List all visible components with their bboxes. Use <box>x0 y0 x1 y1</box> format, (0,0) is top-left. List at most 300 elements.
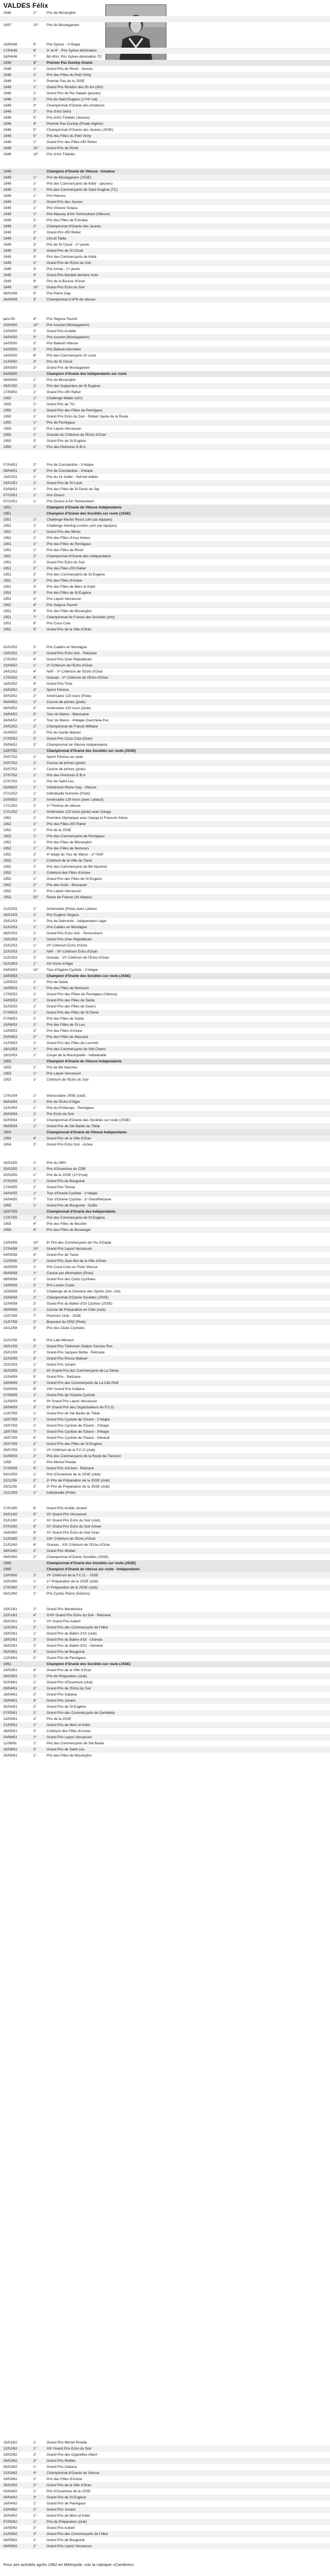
result-date: 26/03/61 <box>3 1674 17 1678</box>
result-place: 10° <box>33 1241 39 1245</box>
result-row <box>0 1065 330 1071</box>
result-row <box>0 681 330 687</box>
result-row <box>0 846 330 852</box>
result-date: 16/04/48 <box>3 43 17 47</box>
result-place: 3° <box>33 2532 37 2536</box>
result-row <box>0 1246 330 1252</box>
result-row <box>0 973 330 979</box>
result-race: Grand Prix de Tiaret <box>47 1253 79 1257</box>
result-place: 3° <box>33 597 37 601</box>
result-place: 2° <box>33 1607 37 1611</box>
result-place: 3° <box>33 255 37 259</box>
result-place: 3° <box>33 261 37 265</box>
result-date: 12/05/53 <box>3 980 17 984</box>
result-row <box>0 1093 330 1099</box>
result-race: Championnat d'Oranie de Vitesse <box>47 2471 100 2475</box>
result-row <box>0 882 330 888</box>
result-row <box>0 1203 330 1209</box>
result-place: 1° <box>33 767 37 771</box>
result-row <box>0 803 330 809</box>
result-race: Prix Cadéro en Montagne <box>47 925 87 929</box>
result-place: 1° <box>33 188 37 192</box>
result-row <box>0 72 330 78</box>
result-place: 1° <box>33 1711 37 1715</box>
result-row <box>0 1579 330 1585</box>
result-date: 1950 <box>3 445 12 449</box>
result-place: 5° <box>33 1537 37 1541</box>
result-place: 1° <box>33 176 37 180</box>
result-race: Prix de Préparation (club) <box>47 1674 87 1678</box>
result-place: 1° <box>33 2447 37 2451</box>
result-date: 12/02/62 <box>3 2447 17 2451</box>
result-row <box>0 480 330 486</box>
result-race: Prix des Filles de St Eugène <box>47 591 92 595</box>
result-date: 1960 <box>3 1561 12 1565</box>
result-place: 2° <box>33 706 37 710</box>
result-place: 3° <box>33 688 37 692</box>
result-date: 22/02/53 <box>3 950 17 954</box>
result-race: Grand Prix de Ste Barbe du Tlélat <box>47 1124 100 1128</box>
result-row <box>0 1362 330 1368</box>
result-row <box>0 1643 330 1649</box>
result-date: 10/05/53 <box>3 974 17 978</box>
result-row <box>0 1429 330 1435</box>
result-race: 1ʳᵉ Fémina de vitesse <box>47 804 81 808</box>
result-date: 1952 <box>3 877 12 881</box>
result-row <box>0 133 330 139</box>
result-race: Prix des Filles de Misserghin <box>47 1754 92 1758</box>
result-row <box>0 2525 330 2531</box>
result-row <box>0 1178 330 1184</box>
result-place: 1° <box>33 664 37 668</box>
result-race: XIᵉ Grand Prix Vercasson <box>47 1513 87 1516</box>
result-row <box>0 103 330 109</box>
result-race: Challenge de la Direction des Sports (clm, clm) <box>47 1290 121 1294</box>
result-race: Prix des Filles de Bousfer <box>47 1222 87 1226</box>
result-row <box>0 961 330 967</box>
result-place: 2° <box>33 700 37 704</box>
result-row <box>0 278 330 284</box>
result-date: 19/07/59 <box>3 1424 17 1428</box>
result-row <box>0 2488 330 2494</box>
result-place: 2° <box>33 1296 37 1300</box>
result-row <box>0 1197 330 1203</box>
result-date: 13/03/60 <box>3 1574 17 1577</box>
result-place: 3° <box>33 1381 37 1385</box>
result-row <box>0 2464 330 2470</box>
result-date: 23/04/50 <box>3 323 17 327</box>
result-row <box>0 1686 330 1692</box>
result-date: 05/03/61 <box>3 1650 17 1654</box>
result-race: 4ᵉ étape du Tour du Maroc - 1ᵉʳ NAF <box>47 853 104 857</box>
result-place: 1° <box>33 1473 37 1477</box>
result-row <box>0 359 330 365</box>
result-race: Grand Prix des Filles de Lourmel <box>47 1041 99 1045</box>
result-race: Grand Prix Achille Jonard <box>47 1506 87 1510</box>
result-race: Grand Prix de Bouguirat - Ouillis <box>47 1204 98 1208</box>
result-race: Vᵉ Critérium de l'Echo d'Oran <box>47 664 93 668</box>
result-race: Prix des Filles d'Arzew <box>47 579 83 583</box>
result-row <box>0 1337 330 1343</box>
result-place: 1° <box>33 1754 37 1758</box>
result-race: VIᵉ Critérium de la F.C.O. - JSSE <box>47 1574 99 1577</box>
result-date: 1948 <box>3 104 12 108</box>
result-row <box>0 297 330 303</box>
result-race: Prix des Commerçants de Perrégaux <box>47 834 105 838</box>
result-race: Prix des Filles d'El Rahel <box>47 822 86 826</box>
result-race: Grand Prix des Filles de Saïda <box>47 999 95 1002</box>
result-race: Première Olympique avec Ganga et Francois frères <box>47 816 128 820</box>
result-race: Grand Prix Galiana <box>47 2465 77 2469</box>
result-row <box>0 340 330 347</box>
result-date: 14/01/51 <box>3 475 17 479</box>
result-date: 29/05/50 <box>3 366 17 370</box>
result-place: 10° <box>33 146 39 150</box>
result-place: 9° <box>33 628 37 632</box>
result-place: 3° <box>33 579 37 583</box>
result-row <box>0 426 330 432</box>
result-date: 1951 <box>3 585 12 589</box>
result-date: 1951 <box>3 597 12 601</box>
result-race: Prix des Supporters de St Eugène <box>47 384 100 388</box>
result-row <box>0 1172 330 1178</box>
result-row <box>0 730 330 736</box>
result-date: 21/05/50 <box>3 360 17 364</box>
result-place: 1° <box>33 409 37 413</box>
result-race: Prix des Filles d'Arzew <box>47 1029 83 1033</box>
result-place: 2° <box>33 1454 37 1458</box>
result-place: 1° <box>33 61 37 65</box>
result-place: 4° <box>33 1253 37 1257</box>
result-row <box>0 754 330 760</box>
result-row <box>0 1111 330 1117</box>
result-place: 1° <box>33 2538 37 2542</box>
result-row <box>0 675 330 681</box>
result-place: 2° <box>33 2526 37 2530</box>
result-place: 2° <box>33 1693 37 1697</box>
result-place: 10° <box>33 968 39 972</box>
result-row <box>0 1282 330 1289</box>
result-date: 1949 <box>3 273 12 277</box>
result-race: Prix des Commerçants de Kebir <box>47 255 97 259</box>
result-place: 2° <box>33 342 37 345</box>
result-row <box>0 1518 330 1524</box>
result-row <box>0 1404 330 1411</box>
result-place: 9° <box>33 279 37 283</box>
result-row <box>0 918 330 924</box>
result-row <box>0 1160 330 1166</box>
result-race: Prix Pierre Gay <box>47 292 71 296</box>
result-race: Grand Prix du Ballon d'Or - Oranais <box>47 1638 103 1642</box>
result-date: 1948 <box>3 73 12 77</box>
result-date: 1948 <box>3 122 12 126</box>
result-race: Grand Prix - Relizane <box>47 1375 81 1379</box>
result-row <box>0 2470 330 2476</box>
result-date: 21/07/58 <box>3 1320 17 1324</box>
result-race: Grand Prix Lepori Vercasson <box>47 1247 92 1251</box>
result-race: Vélodrome Pierre Gay - Vitesse <box>47 786 97 790</box>
result-place: 2° <box>33 2483 37 2487</box>
result-race: Prix d'Aïn Tédelès (Jeunes) <box>47 116 90 120</box>
result-race: Grand Prix de Mers el Kebir <box>47 1723 90 1727</box>
result-row <box>0 809 330 815</box>
result-row <box>0 48 330 54</box>
result-race: Prix Arreia - 1ʳᵉ jeune <box>47 267 80 271</box>
result-row <box>0 943 330 949</box>
result-date: 20/03/60 <box>3 1580 17 1584</box>
result-place: 1° <box>33 962 37 966</box>
result-date: 1951 <box>3 628 12 632</box>
result-row <box>0 596 330 602</box>
result-date: 1949 <box>3 261 12 265</box>
result-row <box>0 1591 330 1597</box>
result-race: Grand Prix Jonard <box>47 2508 75 2512</box>
result-place: 1° <box>33 390 37 394</box>
result-row <box>0 797 330 803</box>
result-row <box>0 1010 330 1016</box>
result-place: 10° <box>33 23 39 27</box>
result-place: 2° <box>33 1259 37 1263</box>
result-date: 22/02/53 <box>3 956 17 960</box>
result-place: 8° <box>33 1436 37 1440</box>
result-race: Grand Prix des Mines <box>47 530 81 534</box>
result-row <box>0 1046 330 1052</box>
result-date: 14/12/58 <box>3 1326 17 1330</box>
result-race: VIᵉ Critérium Echo d'Oran <box>47 944 88 948</box>
result-row <box>0 1411 330 1417</box>
result-place: 2° <box>33 366 37 370</box>
result-row <box>0 1740 330 1747</box>
result-race: Prix de Misserghin <box>47 378 76 382</box>
result-place: 2° <box>33 2544 37 2548</box>
result-date: 24/04/55 <box>3 1198 17 1202</box>
result-row <box>0 827 330 833</box>
result-race: Critérium des Filles d'Arzew <box>47 871 90 875</box>
result-race: Prix Lepori-Vercasson <box>47 597 82 601</box>
result-race: Challenge Martini Rossi (clm par équipes) <box>47 518 113 522</box>
result-row <box>0 1099 330 1105</box>
result-race: Challenge Walter (clm) <box>47 396 83 400</box>
result-race: Grand Prix de la Ville d'Oran <box>47 1668 92 1672</box>
result-row <box>0 529 330 535</box>
result-place: 3° <box>33 2496 37 2499</box>
result-race: Prix de la JSSE <box>47 1717 72 1721</box>
result-row <box>0 1350 330 1356</box>
result-date: 14/05/50 <box>3 354 17 358</box>
result-row <box>0 572 330 578</box>
result-date: 03/06/51 <box>3 487 17 491</box>
result-date: 13/09/53 <box>3 1029 17 1033</box>
result-date: 07/06/53 <box>3 1017 17 1021</box>
result-place: 3° <box>33 1467 37 1470</box>
result-date: 19/07/59 <box>3 1418 17 1422</box>
result-place: 2° <box>33 1029 37 1033</box>
result-place: 5° <box>33 128 37 132</box>
result-place: 1° <box>33 1167 37 1171</box>
result-place: 1° <box>33 761 37 765</box>
result-date: 1950 <box>3 439 12 443</box>
result-place: 2° <box>33 348 37 352</box>
result-place: 1° <box>33 1363 37 1367</box>
result-date: 06/06/58 <box>3 1271 17 1275</box>
result-date: 24/04/50 <box>3 335 17 339</box>
result-race: Prix de Préparation (club) <box>47 2520 87 2524</box>
result-place: 3° <box>33 2459 37 2463</box>
result-date: 11/01/53 <box>3 907 17 911</box>
result-row <box>0 711 330 717</box>
result-row <box>0 553 330 559</box>
result-date: 17/09/50 <box>3 390 17 394</box>
result-place: 1° <box>33 206 37 210</box>
result-date: 28/05/61 <box>3 1729 17 1733</box>
result-row <box>0 2458 330 2464</box>
result-place: 1° <box>33 536 37 540</box>
result-row <box>0 217 330 223</box>
result-date: 1952 <box>3 889 12 893</box>
result-date: 1950 <box>3 415 12 419</box>
result-row <box>0 1536 330 1542</box>
result-date: 07/12/52 <box>3 792 17 796</box>
result-place: 1° <box>33 85 37 89</box>
result-place: 1° <box>33 2441 37 2445</box>
result-date: 1949 <box>3 182 12 186</box>
result-row <box>0 2501 330 2507</box>
result-place: 1° <box>33 1100 37 1104</box>
result-race: Grand Prix de Rivoli - Jeunes <box>47 67 93 71</box>
result-place: 2° <box>33 651 37 655</box>
result-date: 15/06/58 <box>3 1296 17 1300</box>
result-race: XIᵉ Grand Prix Echo du Soir Oran <box>47 1531 100 1535</box>
result-place: 4° <box>33 609 37 613</box>
result-race: Prix Massey d'Aïn Temouchent (Vitesse) <box>47 212 110 216</box>
result-row <box>0 420 330 426</box>
result-race: Grand Prix Jacques Bettia - Relizane <box>47 1351 105 1355</box>
result-race: Tour du Maroc - 4ᵉétape Ouezzane-Fez <box>47 719 109 722</box>
result-date: 1948 <box>3 152 12 156</box>
result-race: NAF - Vᵉ Critérium de l'Echo d'Oran <box>47 670 103 674</box>
result-row <box>0 1484 330 1490</box>
result-race: Grand Prix de St Eugène <box>47 439 87 443</box>
result-race: Prix Balestri Vitesse <box>47 342 78 345</box>
result-row <box>0 1472 330 1478</box>
result-place: 4° <box>33 273 37 277</box>
result-race: Prix des Filles de Misserghin <box>47 609 92 613</box>
result-place: 2° <box>33 1302 37 1306</box>
result-place: 2° <box>33 2508 37 2512</box>
result-race: Grand Prix des Commerçants de l'Alba <box>47 1626 108 1630</box>
result-race: Grand Prix Cycliste de l'Ouest - 1ʳᵉétape <box>47 1418 110 1422</box>
result-date: 07/05/52 <box>3 737 17 741</box>
result-race: Grand Prix Echo Soir - Arzew <box>47 1143 93 1147</box>
result-date: 27/07/52 <box>3 780 17 783</box>
result-date: 26/02/62 <box>3 2459 17 2463</box>
result-race: Prix des Filles d'Assi Ameur <box>47 536 90 540</box>
result-place: 1° <box>33 2520 37 2524</box>
result-date: 1949 <box>3 231 12 235</box>
result-place: 1° <box>33 1118 37 1122</box>
result-place: 7° <box>33 55 37 59</box>
result-place: 1° <box>33 1674 37 1678</box>
result-row <box>0 1606 330 1612</box>
result-race: Grand Prix Oran Républicain <box>47 658 92 661</box>
result-date: 04/06/61 <box>3 1735 17 1739</box>
result-place: 2° <box>33 1345 37 1348</box>
result-date: 11/01/59 <box>3 1338 17 1342</box>
result-date: 22/02/53 <box>3 944 17 948</box>
result-race: Prix de Constantine - 2ᵉétape <box>47 469 93 473</box>
result-row <box>0 121 330 127</box>
result-row <box>0 748 330 754</box>
result-place: 2° <box>33 1369 37 1373</box>
result-race: Champion d'Oranie des Indépendants sur route <box>47 372 127 376</box>
result-date: 1952 <box>3 883 12 887</box>
result-place: 1° <box>33 1393 37 1397</box>
result-place: 1° <box>33 1574 37 1577</box>
result-row <box>0 1301 330 1307</box>
result-race: Grand Prix Tiemaï <box>47 1185 75 1189</box>
result-race: Grand Prix de la Ville d'Oran <box>47 2483 92 2487</box>
result-race: XIIIᵉ Critérium de l'Echo d'Oran <box>47 1537 96 1541</box>
result-date: 02/04/62 <box>3 2490 17 2493</box>
result-row <box>0 492 330 498</box>
result-row <box>0 54 330 60</box>
result-date: 06/03/54 <box>3 1100 17 1104</box>
result-row <box>0 1679 330 1686</box>
result-race: Prix des Filles du Petit Vichy <box>47 134 92 138</box>
result-row <box>0 1184 330 1190</box>
result-race: Championnat d'Oranie de Vitesse Indépendants <box>47 1131 127 1134</box>
result-row <box>0 663 330 669</box>
result-row <box>0 223 330 230</box>
result-place: 2° <box>33 1656 37 1660</box>
result-row <box>0 766 330 772</box>
result-row <box>0 236 330 242</box>
result-date: 25/01/59 <box>3 1351 17 1355</box>
result-date: 1954 <box>3 1143 12 1147</box>
result-row <box>0 1142 330 1148</box>
result-row <box>0 193 330 199</box>
result-row <box>0 1572 330 1579</box>
result-race: Grand Prix Cycliste de l'Ouest - 2ᵉétape <box>47 1424 109 1428</box>
result-race: Prix des Commerçants de la Route de Tlemcen <box>47 1454 121 1458</box>
result-row <box>0 1649 330 1655</box>
result-race: Prix d'Aïn Sefra <box>47 110 72 114</box>
result-place: 1° <box>33 986 37 990</box>
result-race: VIIIᵉ Grand Prix Galiana <box>47 1387 85 1391</box>
result-date: 21/05/61 <box>3 1723 17 1727</box>
result-race: Grand Prix de la Ville d'Oran <box>47 1137 92 1141</box>
result-date: 15/06/58 <box>3 1290 17 1294</box>
result-date: 1949 <box>3 170 12 174</box>
result-place: 1° <box>33 487 37 491</box>
result-date: 03/05/59 <box>3 1387 17 1391</box>
result-race: Prix Orsero à Aïn Temouchent <box>47 500 94 503</box>
result-row <box>0 949 330 955</box>
result-place: 4° <box>33 658 37 661</box>
result-place: 2° <box>33 1284 37 1287</box>
result-row <box>0 1077 330 1083</box>
result-row <box>0 1209 330 1215</box>
result-row <box>0 590 330 596</box>
result-row <box>0 1655 330 1661</box>
result-place: 1° <box>33 1424 37 1428</box>
result-row <box>0 96 330 103</box>
result-date: 22/02/59 <box>3 1363 17 1367</box>
result-place: 1° <box>33 530 37 534</box>
result-race: Championnat d'Oranie des Amateurs <box>47 104 105 108</box>
result-row <box>0 175 330 181</box>
result-place: 1° <box>33 1277 37 1281</box>
